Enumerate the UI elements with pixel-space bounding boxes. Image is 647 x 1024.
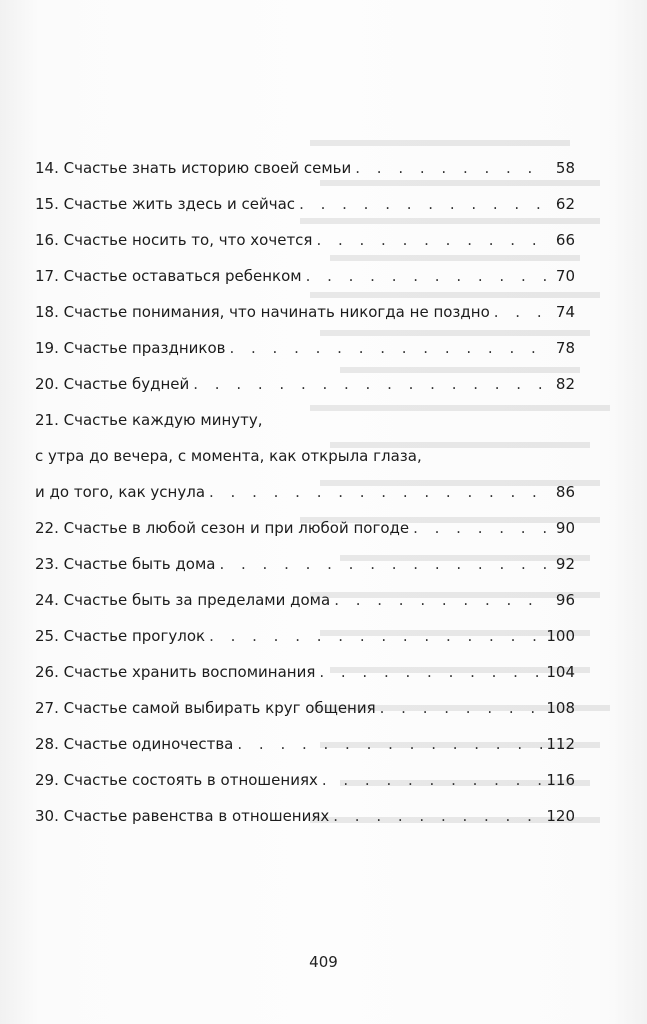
toc-entry-line: [35, 330, 575, 366]
toc-entry-line: [35, 366, 575, 402]
dot-leader: [209, 618, 542, 654]
toc-entry: [35, 582, 575, 618]
toc-page-number: 92: [555, 555, 575, 573]
toc-page-number: 82: [555, 375, 575, 393]
toc-entry-title: 24. Счастье быть за пределами дома: [35, 591, 331, 609]
toc-entry-line: [35, 438, 575, 474]
toc-entry: [35, 726, 575, 762]
toc-entry: [35, 150, 575, 186]
toc-entry: [35, 294, 575, 330]
toc-entry-line: [35, 294, 575, 330]
toc-entry-title: и до того, как уснула: [35, 483, 206, 501]
toc-page-number: 112: [546, 735, 575, 753]
toc-page-number: 74: [555, 303, 575, 321]
toc-entry-line: [35, 582, 575, 618]
toc-page-number: 70: [555, 267, 575, 285]
dot-leader: [229, 330, 547, 366]
toc-page-number: 62: [555, 195, 575, 213]
toc-entry: [35, 654, 575, 690]
dot-leader: [334, 582, 547, 618]
toc-entry-title: 25. Счастье прогулок: [35, 627, 206, 645]
toc-entry-line: [35, 618, 575, 654]
page-number: 409: [309, 953, 338, 971]
dot-leader: [299, 186, 547, 222]
toc-entry-title: 21. Счастье каждую минуту,: [35, 411, 263, 429]
toc-entry: [35, 366, 575, 402]
dot-leader: [333, 798, 542, 834]
toc-entry-title: 20. Счастье будней: [35, 375, 190, 393]
toc-entry-line: [35, 402, 575, 438]
toc-entry: [35, 510, 575, 546]
toc-entry-line: [35, 258, 575, 294]
dot-leader: [322, 762, 543, 798]
toc-entry-line: [35, 726, 575, 762]
toc-entry-title: 30. Счастье равенства в отношениях: [35, 807, 330, 825]
dot-leader: [209, 474, 547, 510]
toc-entry: [35, 546, 575, 582]
toc-entry-title: 26. Счастье хранить воспоминания: [35, 663, 316, 681]
toc-entry-title: с утра до вечера, с момента, как открыла глаза,: [35, 447, 422, 465]
dot-leader: [319, 654, 542, 690]
toc-entry-title: 17. Счастье оставаться ребенком: [35, 267, 302, 285]
toc-entry-line: [35, 150, 575, 186]
dot-leader: [413, 510, 547, 546]
dot-leader: [193, 366, 547, 402]
toc-entry-line: [35, 474, 575, 510]
toc-entry-title: 23. Счастье быть дома: [35, 555, 216, 573]
toc-entry: [35, 258, 575, 294]
toc-page-number: 86: [555, 483, 575, 501]
toc-entry-title: 14. Счастье знать историю своей семьи: [35, 159, 352, 177]
toc-page-number: 78: [555, 339, 575, 357]
toc-entry: [35, 330, 575, 366]
toc-page-number: 66: [555, 231, 575, 249]
toc-entry: [35, 222, 575, 258]
toc-page-number: 58: [555, 159, 575, 177]
toc-page-number: 96: [555, 591, 575, 609]
toc-entry-title: 27. Счастье самой выбирать круг общения: [35, 699, 376, 717]
toc-page-number: 100: [546, 627, 575, 645]
dot-leader: [380, 690, 543, 726]
toc-entry-line: [35, 798, 575, 834]
dot-leader: [237, 726, 542, 762]
toc-entry-line: [35, 762, 575, 798]
toc-entry-line: [35, 546, 575, 582]
toc-entry-title: 16. Счастье носить то, что хочется: [35, 231, 313, 249]
toc-entry-title: 19. Счастье праздников: [35, 339, 226, 357]
toc-entry: [35, 798, 575, 834]
toc-entry-line: [35, 186, 575, 222]
toc-entry-line: [35, 690, 575, 726]
dot-leader: [494, 294, 547, 330]
dot-leader: [219, 546, 547, 582]
toc-page-number: 116: [546, 771, 575, 789]
toc-entry: [35, 762, 575, 798]
toc-entry-line: [35, 654, 575, 690]
toc-entry-title: 29. Счастье состоять в отношениях: [35, 771, 318, 789]
toc-entry-line: [35, 510, 575, 546]
toc-entry-title: 22. Счастье в любой сезон и при любой погоде: [35, 519, 410, 537]
toc-entry: [35, 186, 575, 222]
toc-entry-title: 28. Счастье одиночества: [35, 735, 234, 753]
toc-entry-line: [35, 222, 575, 258]
toc-page-number: 90: [555, 519, 575, 537]
dot-leader: [355, 150, 547, 186]
toc-entry: [35, 402, 575, 510]
toc-page-number: 108: [546, 699, 575, 717]
toc-entry: [35, 618, 575, 654]
toc-page-number: 104: [546, 663, 575, 681]
toc-entry-title: 15. Счастье жить здесь и сейчас: [35, 195, 296, 213]
dot-leader: [316, 222, 547, 258]
toc-entry: [35, 690, 575, 726]
table-of-contents: [35, 150, 575, 834]
toc-page-number: 120: [546, 807, 575, 825]
toc-entry-title: 18. Счастье понимания, что начинать никогда не поздно: [35, 303, 490, 321]
dot-leader: [306, 258, 547, 294]
